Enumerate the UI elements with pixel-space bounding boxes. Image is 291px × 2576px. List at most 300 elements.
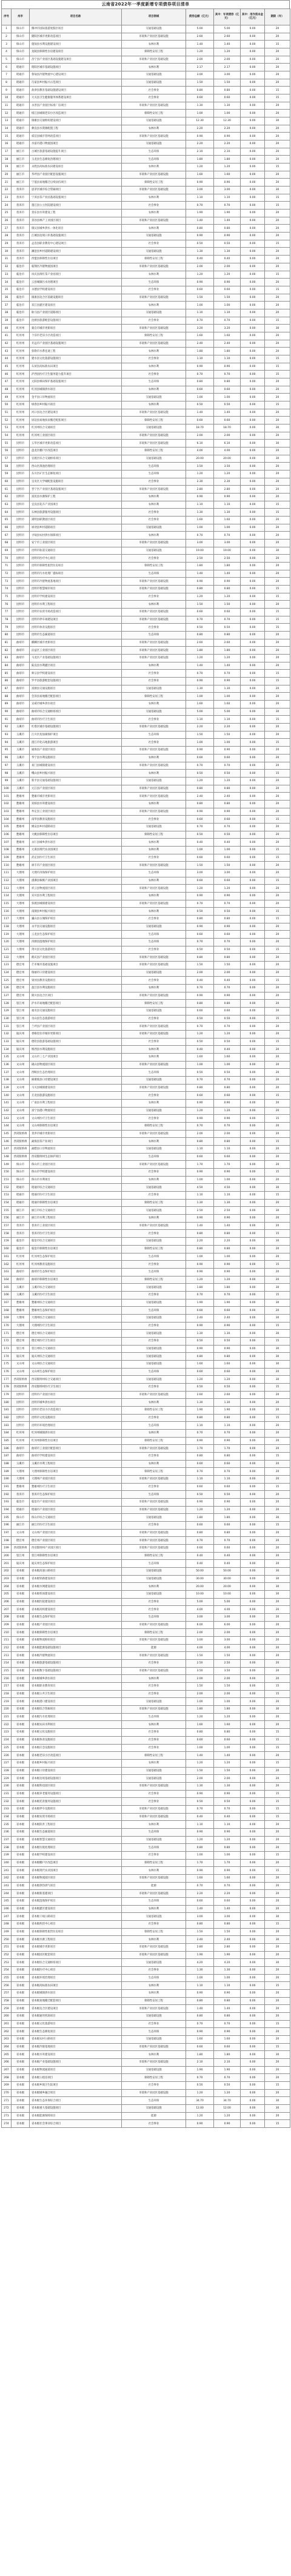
row-index: 97 — [2, 762, 12, 770]
cell-total: 1.10 — [186, 1422, 214, 1430]
cell-cap: 0.00 — [241, 48, 265, 56]
table-row — [2, 363, 290, 371]
table-row — [2, 501, 290, 509]
cell-name: 鲁甸县冷链物流中心建设项目 — [30, 71, 122, 79]
cell-bond: 0.70 — [214, 1077, 241, 1085]
cell-term: 20 — [265, 1644, 290, 1652]
cell-cat: 社会事业 — [122, 1598, 186, 1606]
cell-term: 20 — [265, 340, 290, 348]
cell-cat: 保障性安居工程 — [122, 1752, 186, 1760]
cell-name: 富宁县港口物流项目 — [30, 1107, 122, 1115]
cell-name: 云龙县生态保护项目 — [30, 931, 122, 939]
row-index: 208 — [2, 1614, 12, 1622]
cell-bond: 0.90 — [214, 1268, 241, 1276]
cell-term: 20 — [265, 1399, 290, 1407]
cell-name: 华坪县产业园区配套设施项目 — [30, 171, 122, 179]
cell-name: 宁蒗县易地搬迁后续扶持项目 — [30, 179, 122, 187]
cell-term: 15 — [265, 317, 290, 325]
cell-total: 1.00 — [186, 1698, 214, 1706]
cell-cap: 0.00 — [241, 140, 265, 148]
cell-bond: 2.00 — [214, 1629, 241, 1637]
cell-term: 20 — [265, 632, 290, 639]
cell-cap: 0.00 — [241, 1337, 265, 1345]
row-index: 149 — [2, 1161, 12, 1169]
cell-term: 15 — [265, 87, 290, 94]
table-row — [2, 1207, 290, 1215]
table-row — [2, 233, 290, 240]
cell-name: 德宏州产业园区项目 — [30, 1537, 122, 1545]
table-row — [2, 486, 290, 494]
cell-total: 0.60 — [186, 94, 214, 102]
cell-cap: 0.00 — [241, 102, 265, 110]
cell-total: 0.80 — [186, 1084, 214, 1092]
cell-bond: 0.60 — [214, 609, 241, 616]
row-index: 158 — [2, 1230, 12, 1238]
cell-name: 省本级重大基础设施项目 — [30, 2105, 122, 2113]
cell-city: 红河州 — [12, 394, 30, 401]
cell-cat: 交通基础设施 — [122, 1360, 186, 1368]
cell-term: 20 — [265, 156, 290, 163]
cell-total: 0.50 — [186, 624, 214, 632]
row-index: 123 — [2, 961, 12, 969]
row-index: 192 — [2, 1491, 12, 1499]
cell-cap: 0.00 — [241, 1261, 265, 1269]
cell-cap: 0.00 — [241, 1782, 265, 1790]
table-row — [2, 754, 290, 762]
cell-name: 景东县水库建设工程 — [30, 210, 122, 217]
cell-city: 文山州 — [12, 1092, 30, 1100]
row-index: 66 — [2, 524, 12, 532]
cell-city: 玉溪市 — [12, 762, 30, 770]
cell-term: 20 — [265, 900, 290, 908]
cell-name: 易门县城镇建设项目 — [30, 762, 122, 770]
row-index: 178 — [2, 1383, 12, 1391]
cell-term: 20 — [265, 892, 290, 900]
cell-cap: 0.00 — [241, 1522, 265, 1530]
cell-total: 0.60 — [186, 1522, 214, 1530]
cell-city: 省本级 — [12, 1752, 30, 1760]
cell-cap: 0.00 — [241, 517, 265, 524]
cell-term: 20 — [265, 839, 290, 847]
cell-city: 保山市 — [12, 33, 30, 41]
cell-cap: 0.00 — [241, 1828, 265, 1836]
table-row — [2, 892, 290, 900]
cell-name: 省本级口岸建设项目 — [30, 1767, 122, 1775]
cell-name: 马关县城镇建设项目 — [30, 1084, 122, 1092]
cell-city: 玉溪市 — [12, 785, 30, 793]
cell-term: 30 — [265, 1959, 290, 1967]
cell-total: 0.70 — [186, 317, 214, 325]
cell-total: 1.30 — [186, 1966, 214, 1974]
cell-cap: 0.00 — [241, 1176, 265, 1184]
cell-cat: 市政和产业园区基础设施 — [122, 1782, 186, 1790]
cell-bond: 1.60 — [214, 171, 241, 179]
cell-cat: 农林水利 — [122, 662, 186, 670]
cell-term: 20 — [265, 992, 290, 1000]
cell-city: 曲靖市 — [12, 1276, 30, 1284]
table-row — [2, 1905, 290, 1913]
cell-cap: 0.00 — [241, 1368, 265, 1376]
table-row — [2, 1008, 290, 1016]
cell-bond: 1.60 — [214, 1721, 241, 1729]
cell-city: 昭通市 — [12, 102, 30, 110]
row-index: 249 — [2, 1928, 12, 1936]
cell-cat: 交通基础设施 — [122, 1575, 186, 1583]
cell-cat: 农林水利 — [122, 984, 186, 992]
cell-cat: 农林水利 — [122, 348, 186, 355]
cell-cap: 0.00 — [241, 64, 265, 71]
cell-total: 1.80 — [186, 2051, 214, 2059]
row-index: 155 — [2, 1207, 12, 1215]
cell-total: 1.00 — [186, 110, 214, 117]
cell-cat: 生态环保 — [122, 1153, 186, 1161]
cell-cap: 0.00 — [241, 1483, 265, 1491]
table-row — [2, 194, 290, 202]
cell-city: 省本级 — [12, 1920, 30, 1928]
cell-city: 省本级 — [12, 1683, 30, 1691]
cell-city: 省本级 — [12, 1782, 30, 1790]
cell-city: 普洱市 — [12, 1230, 30, 1238]
cell-term: 20 — [265, 1752, 290, 1760]
table-row — [2, 1713, 290, 1721]
cell-cat: 农林水利 — [122, 302, 186, 309]
table-row — [2, 1997, 290, 2005]
cell-term: 15 — [265, 501, 290, 509]
cell-total: 0.90 — [186, 179, 214, 187]
cell-total: 1.60 — [186, 1054, 214, 1062]
cell-term: 20 — [265, 1943, 290, 1951]
cell-city: 省本级 — [12, 1675, 30, 1683]
cell-total: 1.00 — [186, 1061, 214, 1069]
cell-name: 新平县交通基础设施项目 — [30, 777, 122, 785]
cell-total: 0.80 — [186, 915, 214, 923]
table-row — [2, 371, 290, 378]
cell-cap: 0.00 — [241, 785, 265, 793]
row-index: 16 — [2, 140, 12, 148]
cell-bond: 1.50 — [214, 601, 241, 609]
cell-total: 0.50 — [186, 1069, 214, 1077]
cell-bond: 1.10 — [214, 1146, 241, 1154]
cell-cap: 0.00 — [241, 2020, 265, 2028]
table-row — [2, 1452, 290, 1460]
table-row — [2, 1736, 290, 1744]
table-row — [2, 263, 290, 271]
cell-cat: 能源 — [122, 1882, 186, 1890]
cell-cap: 0.00 — [241, 716, 265, 724]
cell-bond: 0.70 — [214, 762, 241, 770]
table-row — [2, 678, 290, 685]
cell-total: 1.10 — [186, 309, 214, 317]
table-row — [2, 1391, 290, 1399]
cell-city: 曲靖市 — [12, 655, 30, 662]
cell-term: 20 — [265, 754, 290, 762]
cell-cat: 社会事业 — [122, 2020, 186, 2028]
row-index: 164 — [2, 1276, 12, 1284]
cell-cap: 0.00 — [241, 1077, 265, 1085]
cell-cap: 0.00 — [241, 1545, 265, 1553]
cell-total: 0.90 — [186, 1322, 214, 1330]
cell-total: 0.80 — [186, 1920, 214, 1928]
cell-city: 昭通市 — [12, 1506, 30, 1514]
cell-cat: 交通基础设施 — [122, 233, 186, 240]
table-row — [2, 1959, 290, 1967]
cell-cap: 0.00 — [241, 547, 265, 555]
cell-cap: 0.00 — [241, 210, 265, 217]
table-row — [2, 862, 290, 870]
cell-total: 0.50 — [186, 946, 214, 954]
cell-cap: 0.00 — [241, 317, 265, 325]
cell-term: 20 — [265, 1882, 290, 1890]
cell-bond: 0.80 — [214, 785, 241, 793]
cell-total: 0.90 — [186, 1867, 214, 1875]
cell-bond: 1.30 — [214, 685, 241, 693]
cell-name: 省本级社会事业综合项目 — [30, 2120, 122, 2128]
cell-cap: 0.00 — [241, 279, 265, 286]
cell-name: 双江县灌区建设项目 — [30, 302, 122, 309]
cell-total: 0.90 — [186, 1790, 214, 1798]
cell-city: 大理州 — [12, 1314, 30, 1322]
table-row — [2, 1990, 290, 1998]
cell-cap: 0.00 — [241, 94, 265, 102]
cell-name: 南涧县乡村振兴项目 — [30, 908, 122, 916]
row-index: 218 — [2, 1690, 12, 1698]
cell-term: 20 — [265, 1475, 290, 1483]
cell-cap: 0.00 — [241, 233, 265, 240]
cell-total: 1.20 — [186, 1506, 214, 1514]
cell-name: 保山市工业园区项目 — [30, 1161, 122, 1169]
cell-cap: 0.00 — [241, 417, 265, 424]
cell-bond: 1.00 — [214, 1253, 241, 1261]
cell-total: 0.70 — [186, 1023, 214, 1031]
cell-bond: 1.00 — [214, 846, 241, 854]
cell-bond: 0.50 — [214, 946, 241, 954]
cell-cap: 0.00 — [241, 954, 265, 962]
cell-name: 陇川县边合区项目 — [30, 992, 122, 1000]
row-index: 157 — [2, 1222, 12, 1230]
cell-cap: 0.00 — [241, 1499, 265, 1507]
cell-cat: 市政和产业园区基础设施 — [122, 1061, 186, 1069]
cell-cap: 0.00 — [241, 1752, 265, 1760]
cell-total: 1.30 — [186, 102, 214, 110]
cell-cap: 0.00 — [241, 570, 265, 578]
cell-bond: 2.20 — [214, 125, 241, 133]
cell-name: 思茅区城市综合管廊项目 — [30, 187, 122, 194]
cell-city: 大理州 — [12, 1468, 30, 1476]
row-index: 162 — [2, 1261, 12, 1269]
table-row — [2, 1368, 290, 1376]
cell-cat: 农林水利 — [122, 1867, 186, 1875]
cell-city: 丽江市 — [12, 148, 30, 156]
cell-name: 开远市产业园区基础设施项目 — [30, 340, 122, 348]
cell-city: 德宏州 — [12, 977, 30, 985]
table-row — [2, 470, 290, 478]
cell-term: 20 — [265, 601, 290, 609]
row-index: 37 — [2, 302, 12, 309]
cell-bond: 0.80 — [214, 1414, 241, 1422]
cell-name: 红河州教育设施项目 — [30, 1261, 122, 1269]
cell-total: 4.00 — [186, 447, 214, 455]
cell-city: 昭通市 — [12, 71, 30, 79]
table-row — [2, 1399, 290, 1407]
cell-cap: 0.00 — [241, 1391, 265, 1399]
cell-name: 省本级城乡融合项目 — [30, 2089, 122, 2097]
cell-name: 镇沅县城乡供水一体化项目 — [30, 225, 122, 233]
table-row — [2, 1084, 290, 1092]
cell-total: 50.00 — [186, 1568, 214, 1576]
cell-name: 省本级机场建设项目 — [30, 1591, 122, 1599]
cell-cap: 0.00 — [241, 1015, 265, 1023]
cell-cap: 0.00 — [241, 2036, 265, 2044]
cell-cat: 保障性安居工程 — [122, 1276, 186, 1284]
cell-name: 古城区旅游基础设施提升项目 — [30, 148, 122, 156]
cell-name: 省本级生态环保综合项目 — [30, 2097, 122, 2105]
cell-total: 0.90 — [186, 808, 214, 816]
cell-name: 通海县产业园区项目 — [30, 747, 122, 755]
cell-bond: 1.40 — [214, 662, 241, 670]
cell-cat: 农林水利 — [122, 363, 186, 371]
row-index: 151 — [2, 1176, 12, 1184]
cell-city: 保山市 — [12, 1169, 30, 1177]
row-index: 244 — [2, 1890, 12, 1898]
table-row — [2, 1936, 290, 1944]
row-index: 179 — [2, 1391, 12, 1399]
cell-city: 昭通市 — [12, 87, 30, 94]
table-row — [2, 647, 290, 655]
cell-city: 迪庆州 — [12, 1038, 30, 1046]
cell-cat: 农林水利 — [122, 839, 186, 847]
cell-cat: 农林水利 — [122, 877, 186, 885]
cell-cat: 市政和产业园区基础设施 — [122, 1874, 186, 1882]
cell-cap: 0.00 — [241, 240, 265, 248]
cell-name: 富源县交通设施项目 — [30, 685, 122, 693]
cell-city: 省本级 — [12, 2036, 30, 2044]
table-row — [2, 1276, 290, 1284]
table-row — [2, 609, 290, 616]
cell-name: 盈江县水利设施项目 — [30, 984, 122, 992]
cell-cat: 社会事业 — [122, 1660, 186, 1668]
cell-cat: 市政和产业园区基础设施 — [122, 133, 186, 140]
cell-cap: 0.00 — [241, 2105, 265, 2113]
cell-name: 省本级物流园区项目 — [30, 1874, 122, 1882]
cell-term: 15 — [265, 678, 290, 685]
cell-term: 20 — [265, 1974, 290, 1982]
cell-cat: 社会事业 — [122, 517, 186, 524]
cell-cat: 市政和产业园区基础设施 — [122, 1506, 186, 1514]
cell-bond: 0.60 — [214, 417, 241, 424]
cell-name: 宣威市城乡供水项目 — [30, 701, 122, 708]
cell-cat: 市政和产业园区基础设施 — [122, 440, 186, 447]
table-row — [2, 302, 290, 309]
row-index: 181 — [2, 1406, 12, 1414]
cell-term: 20 — [265, 2112, 290, 2120]
cell-cap: 0.00 — [241, 938, 265, 946]
cell-total: 0.60 — [186, 286, 214, 294]
cell-term: 20 — [265, 71, 290, 79]
cell-term: 15 — [265, 770, 290, 778]
cell-name: 省本级冷链物流项目 — [30, 1652, 122, 1660]
cell-name: 永仁县城乡供水项目 — [30, 839, 122, 847]
cell-cat: 交通基础设施 — [122, 1514, 186, 1522]
cell-name: 南华县教育设施项目 — [30, 816, 122, 824]
cell-total: 0.70 — [186, 762, 214, 770]
cell-total: 1.40 — [186, 662, 214, 670]
cell-cap: 0.00 — [241, 908, 265, 916]
cell-term: 20 — [265, 563, 290, 570]
cell-cat: 市政和产业园区基础设施 — [122, 187, 186, 194]
cell-bond: 0.60 — [214, 816, 241, 824]
cell-cap: 0.00 — [241, 892, 265, 900]
cell-city: 省本级 — [12, 1882, 30, 1890]
cell-city: 昆明市 — [12, 509, 30, 517]
row-index: 147 — [2, 1146, 12, 1154]
cell-total: 1.50 — [186, 601, 214, 609]
cell-total: 1.50 — [186, 294, 214, 302]
cell-term: 20 — [265, 1598, 290, 1606]
cell-term: 20 — [265, 1222, 290, 1230]
cell-cap: 0.00 — [241, 777, 265, 785]
cell-term: 20 — [265, 1660, 290, 1668]
cell-cap: 0.00 — [241, 2082, 265, 2090]
cell-term: 30 — [265, 455, 290, 463]
cell-cap: 0.00 — [241, 1667, 265, 1675]
cell-cap: 0.00 — [241, 946, 265, 954]
cell-cap: 0.00 — [241, 1637, 265, 1645]
cell-cap: 0.00 — [241, 1184, 265, 1192]
cell-city: 昭通市 — [12, 110, 30, 117]
cell-city: 楚雄州 — [12, 793, 30, 801]
cell-bond: 0.60 — [214, 931, 241, 939]
cell-cap: 0.00 — [241, 869, 265, 877]
cell-city: 省本级 — [12, 1614, 30, 1622]
row-index: 48 — [2, 386, 12, 394]
row-index: 203 — [2, 1575, 12, 1583]
cell-cat: 市政和产业园区基础设施 — [122, 263, 186, 271]
row-index: 25 — [2, 210, 12, 217]
cell-total: 1.00 — [186, 739, 214, 747]
cell-city: 曲靖市 — [12, 1452, 30, 1460]
row-index: 146 — [2, 1138, 12, 1146]
cell-name: 沧源县旅游配套设施项目 — [30, 317, 122, 325]
cell-city: 曲靖市 — [12, 647, 30, 655]
row-index: 261 — [2, 2020, 12, 2028]
row-index: 234 — [2, 1813, 12, 1821]
cell-term: 15 — [265, 593, 290, 601]
cell-cap: 0.00 — [241, 225, 265, 233]
cell-bond: 1.50 — [214, 1928, 241, 1936]
cell-city: 曲靖市 — [12, 1445, 30, 1453]
cell-bond: 1.40 — [214, 1905, 241, 1913]
table-row — [2, 1882, 290, 1890]
cell-bond: 0.70 — [214, 202, 241, 210]
table-row — [2, 1468, 290, 1476]
row-index: 251 — [2, 1943, 12, 1951]
cell-total: 0.50 — [186, 770, 214, 778]
cell-city: 怒江州 — [12, 1552, 30, 1560]
table-row — [2, 1813, 290, 1821]
row-index: 26 — [2, 217, 12, 225]
cell-city: 曲靖市 — [12, 662, 30, 670]
cell-cat: 交通基础设施 — [122, 1284, 186, 1292]
cell-name: 省本级农村公路项目 — [30, 2036, 122, 2044]
cell-city: 省本级 — [12, 1798, 30, 1806]
row-index: 39 — [2, 317, 12, 325]
table-row — [2, 148, 290, 156]
row-index: 126 — [2, 984, 12, 992]
cell-cat: 交通基础设施 — [122, 309, 186, 317]
cell-term: 20 — [265, 1491, 290, 1499]
cell-total: 0.60 — [186, 1897, 214, 1905]
table-row — [2, 1721, 290, 1729]
